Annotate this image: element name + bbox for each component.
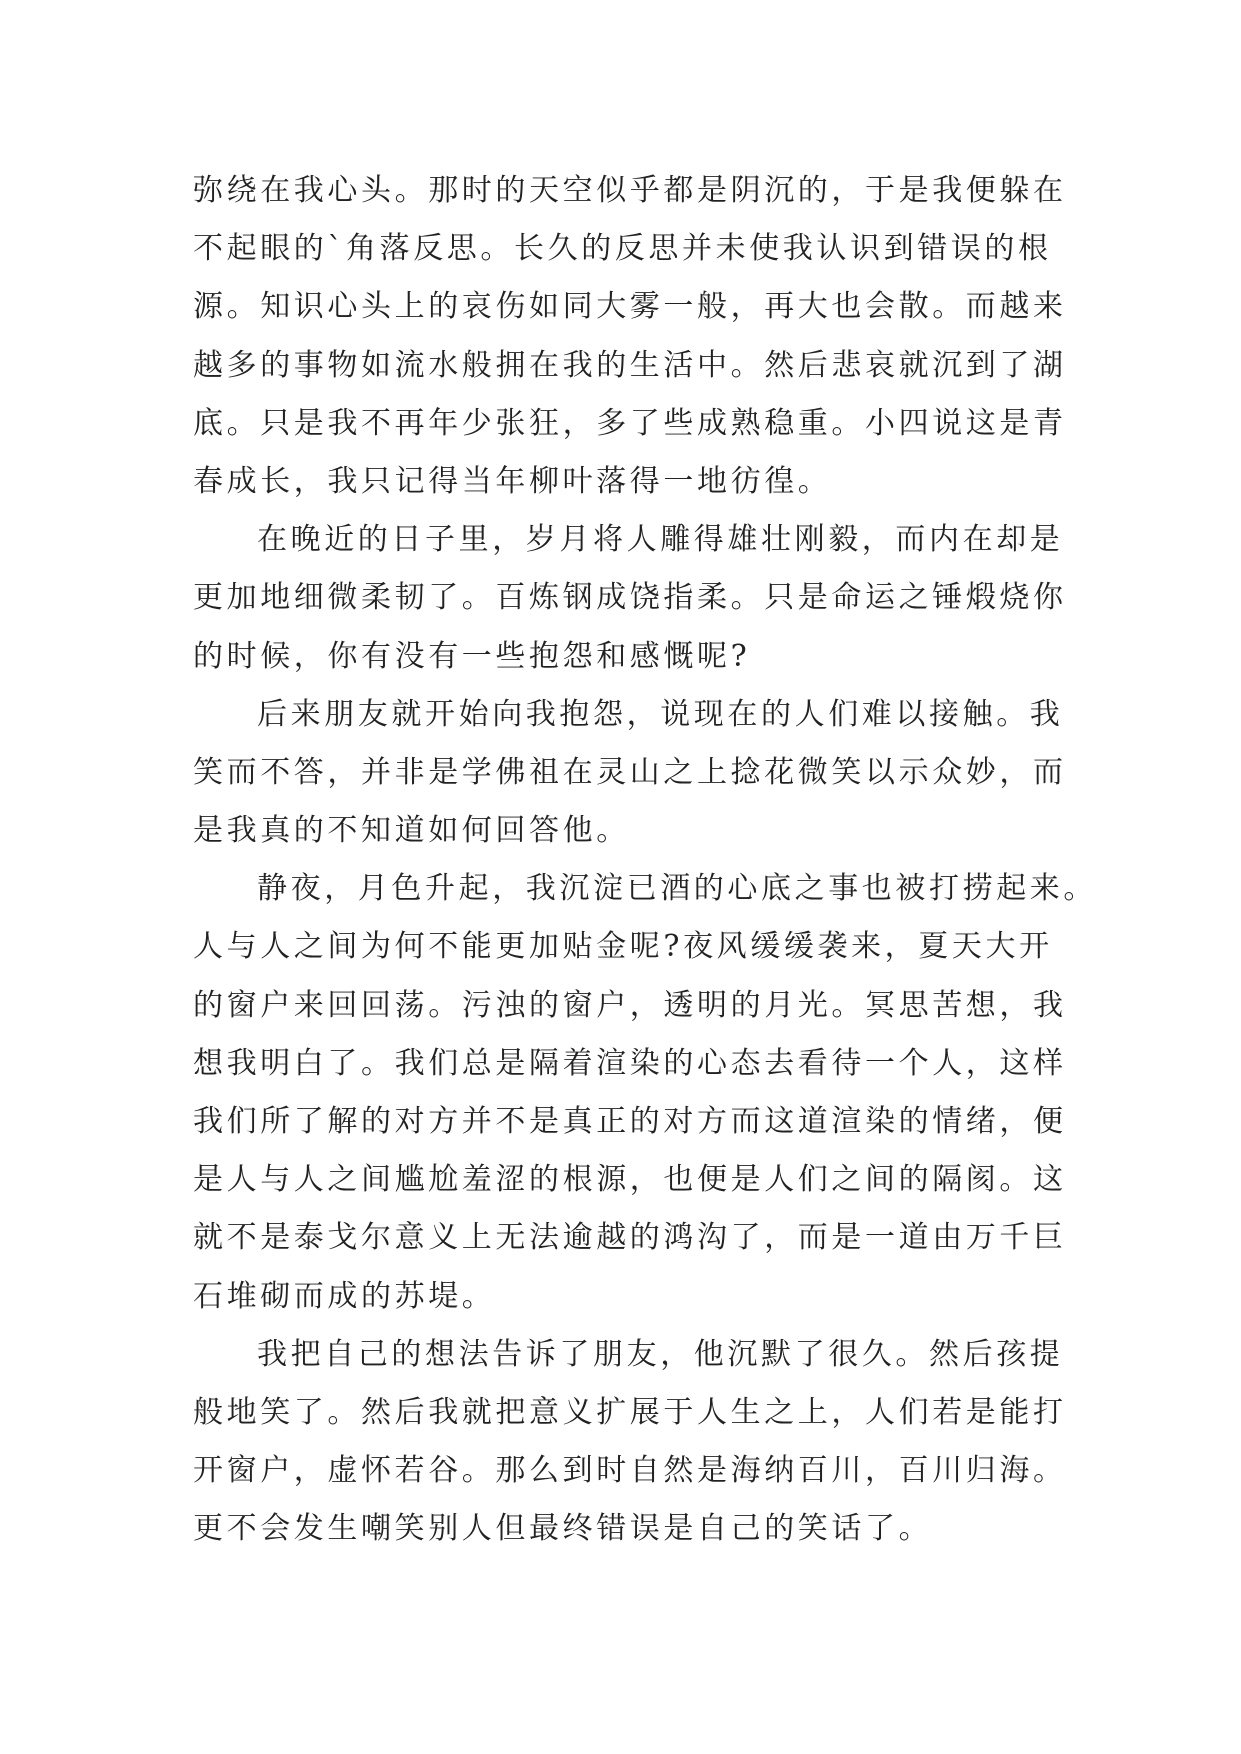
- text-line: 更加地细微柔韧了。百炼钢成饶指柔。只是命运之锤煅烧你: [193, 580, 1067, 616]
- text-line: 弥绕在我心头。那时的天空似乎都是阴沉的，于是我便躲在: [193, 173, 1067, 208]
- body-text: [193, 162, 1097, 1559]
- text-line: 石堆砌而成的苏堤。: [193, 1278, 496, 1314]
- text-line: 是人与人之间尴尬羞涩的根源，也便是人们之间的隔阂。这: [193, 1162, 1067, 1198]
- text-line: 的窗户来回回荡。污浊的窗户，透明的月光。冥思苦想，我: [193, 987, 1067, 1023]
- text-line: 我们所了解的对方并不是真正的对方而这道渲染的情绪，便: [193, 1104, 1067, 1139]
- text-line: 开窗户，虚怀若谷。那么到时自然是海纳百川，百川归海。: [193, 1453, 1067, 1489]
- text-line: 人与人之间为何不能更加贴金呢?夜风缓缓袭来，夏天大开: [193, 929, 1053, 965]
- paragraph-first-line: 在晚近的日子里，岁月将人雕得雄壮刚毅，而内在却是: [257, 522, 1064, 558]
- text-line: 是我真的不知道如何回答他。: [193, 813, 630, 849]
- text-line: 的时候，你有没有一些抱怨和感慨呢?: [193, 638, 751, 674]
- text-line: 源。知识心头上的哀伤如同大雾一般，再大也会散。而越来: [193, 289, 1067, 325]
- paragraph-first-line: 静夜，月色升起，我沉淀已酒的心底之事也被打捞起来。: [257, 871, 1097, 907]
- text-line: 更不会发生嘲笑别人但最终错误是自己的笑话了。: [193, 1511, 933, 1547]
- text-line: 底。只是我不再年少张狂，多了些成熟稳重。小四说这是青: [193, 405, 1067, 441]
- paragraph-first-line: 后来朋友就开始向我抱怨，说现在的人们难以接触。我: [257, 696, 1064, 732]
- text-line: 就不是泰戈尔意义上无法逾越的鸿沟了，而是一道由万千巨: [193, 1220, 1067, 1256]
- text-line: 笑而不答，并非是学佛祖在灵山之上捻花微笑以示众妙，而: [193, 754, 1067, 790]
- text-line: 般地笑了。然后我就把意义扩展于人生之上，人们若是能打: [193, 1394, 1067, 1430]
- text-line: 想我明白了。我们总是隔着渲染的心态去看待一个人，这样: [193, 1045, 1067, 1081]
- text-line: 越多的事物如流水般拥在我的生活中。然后悲哀就沉到了湖: [193, 347, 1067, 383]
- text-line: 春成长，我只记得当年柳叶落得一地彷徨。: [193, 463, 832, 499]
- paragraph-first-line: 我把自己的想法告诉了朋友，他沉默了很久。然后孩提: [257, 1336, 1064, 1372]
- text-line: 不起眼的`角落反思。长久的反思并未使我认识到错误的根: [193, 231, 1052, 267]
